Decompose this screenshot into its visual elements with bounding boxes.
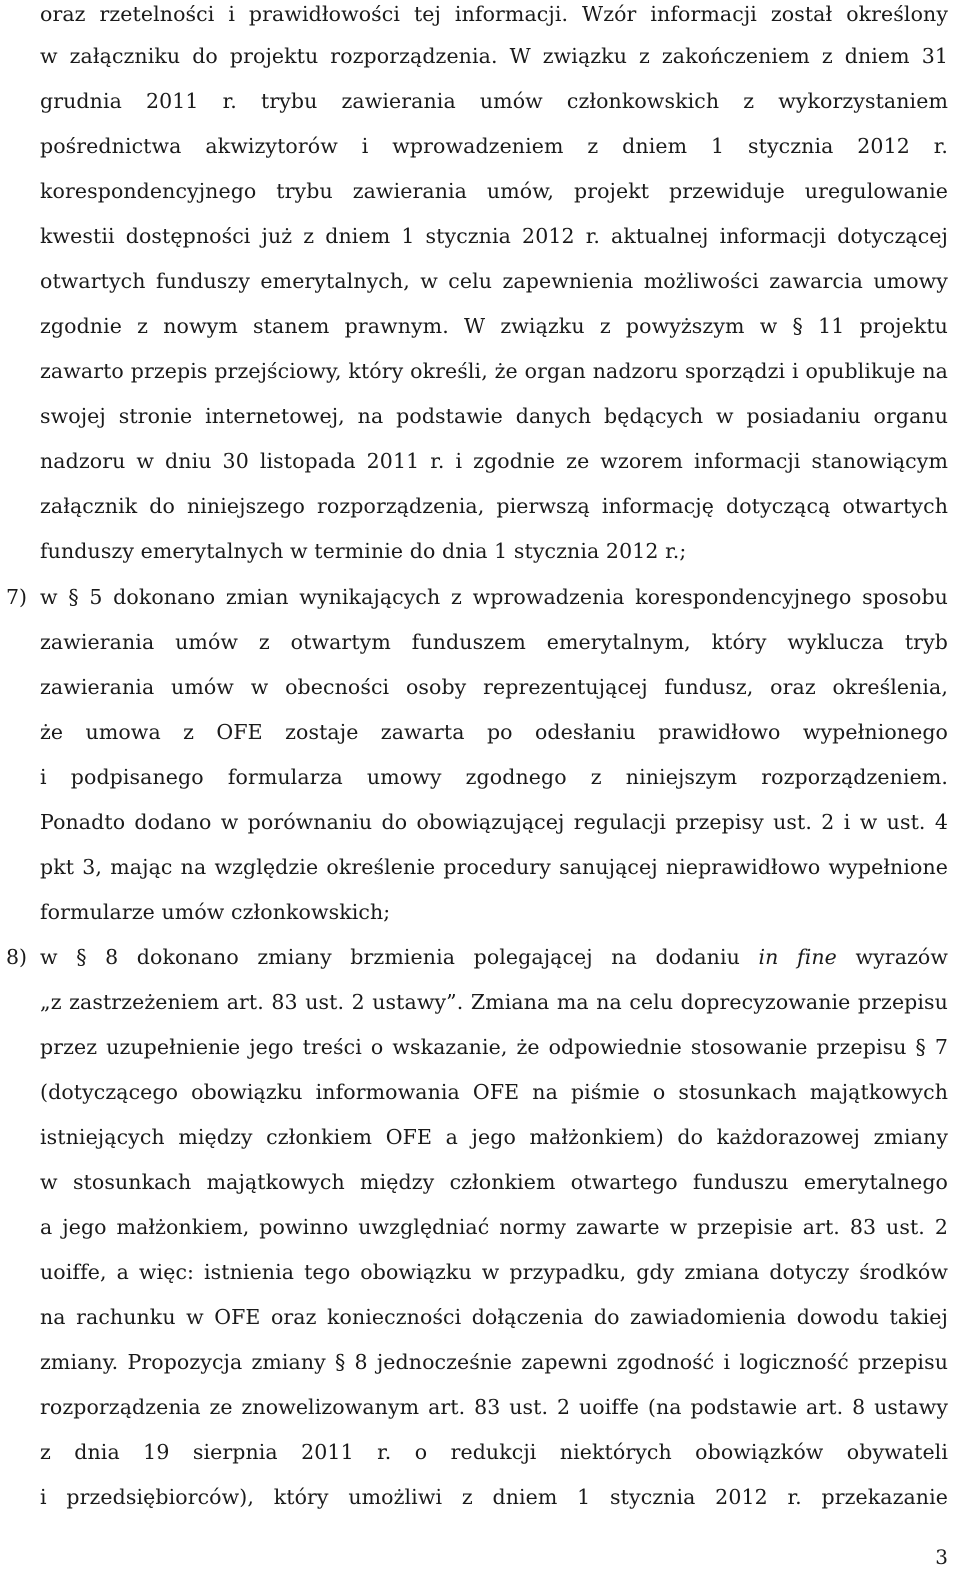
text-line: swojej stronie internetowej, na podstawie danych będących w posiadaniu organu	[40, 404, 948, 428]
text-line: otwartych funduszy emerytalnych, w celu zapewnienia możliwości zawarcia umowy	[40, 269, 948, 293]
text-line: z dnia 19 sierpnia 2011 r. o redukcji niektórych obowiązków obywateli	[40, 1440, 948, 1464]
text-line: w § 5 dokonano zmian wynikających z wprowadzenia korespondencyjnego sposobu	[40, 585, 948, 609]
text-line: istniejących między członkiem OFE a jego małżonkiem) do każdorazowej zmiany	[40, 1125, 948, 1149]
text-line: formularze umów członkowskich;	[40, 900, 391, 924]
text-line: przez uzupełnienie jego treści o wskazanie, że odpowiednie stosowanie przepisu § 7	[40, 1035, 948, 1059]
text-line: zawierania umów w obecności osoby reprezentującej fundusz, oraz określenia,	[40, 675, 948, 699]
text-line: załącznik do niniejszego rozporządzenia, pierwszą informację dotyczącą otwartych	[40, 494, 948, 518]
text-line: rozporządzenia ze znowelizowanym art. 83 ust. 2 uoiffe (na podstawie art. 8 ustawy	[40, 1395, 948, 1419]
text-line: zawarto przepis przejściowy, który określi, że organ nadzoru sporządzi i opublikuje na	[40, 359, 948, 383]
text-line: i podpisanego formularza umowy zgodnego z niniejszym rozporządzeniem.	[40, 765, 948, 789]
text-line: i przedsiębiorców), który umożliwi z dniem 1 stycznia 2012 r. przekazanie	[40, 1485, 948, 1509]
text-line: w stosunkach majątkowych między członkiem otwartego funduszu emerytalnego	[40, 1170, 948, 1194]
text-line: pkt 3, mając na względzie określenie procedury sanującej nieprawidłowo wypełnione	[40, 855, 948, 879]
text-line: (dotyczącego obowiązku informowania OFE na piśmie o stosunkach majątkowych	[40, 1080, 948, 1104]
text-line: zmiany. Propozycja zmiany § 8 jednocześnie zapewni zgodność i logiczność przepisu	[40, 1350, 948, 1374]
text-line: w załączniku do projektu rozporządzenia. W związku z zakończeniem z dniem 31	[40, 44, 948, 68]
text-line: Ponadto dodano w porównaniu do obowiązującej regulacji przepisy ust. 2 i w ust. 4	[40, 810, 948, 834]
text-line: grudnia 2011 r. trybu zawierania umów członkowskich z wykorzystaniem	[40, 89, 948, 113]
text-line: korespondencyjnego trybu zawierania umów, projekt przewiduje uregulowanie	[40, 179, 948, 203]
page-number: 3	[935, 1545, 948, 1569]
text-line: na rachunku w OFE oraz konieczności dołączenia do zawiadomienia dowodu takiej	[40, 1305, 948, 1329]
text-line: zgodnie z nowym stanem prawnym. W związku z powyższym w § 11 projektu	[40, 314, 948, 338]
text-line: oraz rzetelności i prawidłowości tej informacji. Wzór informacji został określony	[40, 2, 948, 26]
list-number: 8)	[6, 945, 28, 969]
text-line: funduszy emerytalnych w terminie do dnia 1 stycznia 2012 r.;	[40, 539, 687, 563]
text-line: „z zastrzeżeniem art. 83 ust. 2 ustawy”. Zmiana ma na celu doprecyzowanie przepisu	[40, 990, 948, 1014]
italic-phrase: in fine	[758, 945, 837, 969]
text-line: kwestii dostępności już z dniem 1 stycznia 2012 r. aktualnej informacji dotyczącej	[40, 224, 948, 248]
text-line: że umowa z OFE zostaje zawarta po odesłaniu prawidłowo wypełnionego	[40, 720, 948, 744]
text-line: pośrednictwa akwizytorów i wprowadzeniem z dniem 1 stycznia 2012 r.	[40, 134, 948, 158]
text-line-with-italic: w § 8 dokonano zmiany brzmienia polegającej na dodaniu in fine wyrazów	[40, 945, 948, 969]
text-line: a jego małżonkiem, powinno uwzględniać normy zawarte w przepisie art. 83 ust. 2	[40, 1215, 948, 1239]
text-line: zawierania umów z otwartym funduszem emerytalnym, który wyklucza tryb	[40, 630, 948, 654]
list-number: 7)	[6, 585, 28, 609]
text-line: nadzoru w dniu 30 listopada 2011 r. i zgodnie ze wzorem informacji stanowiącym	[40, 449, 948, 473]
text-line: uoiffe, a więc: istnienia tego obowiązku w przypadku, gdy zmiana dotyczy środków	[40, 1260, 948, 1284]
